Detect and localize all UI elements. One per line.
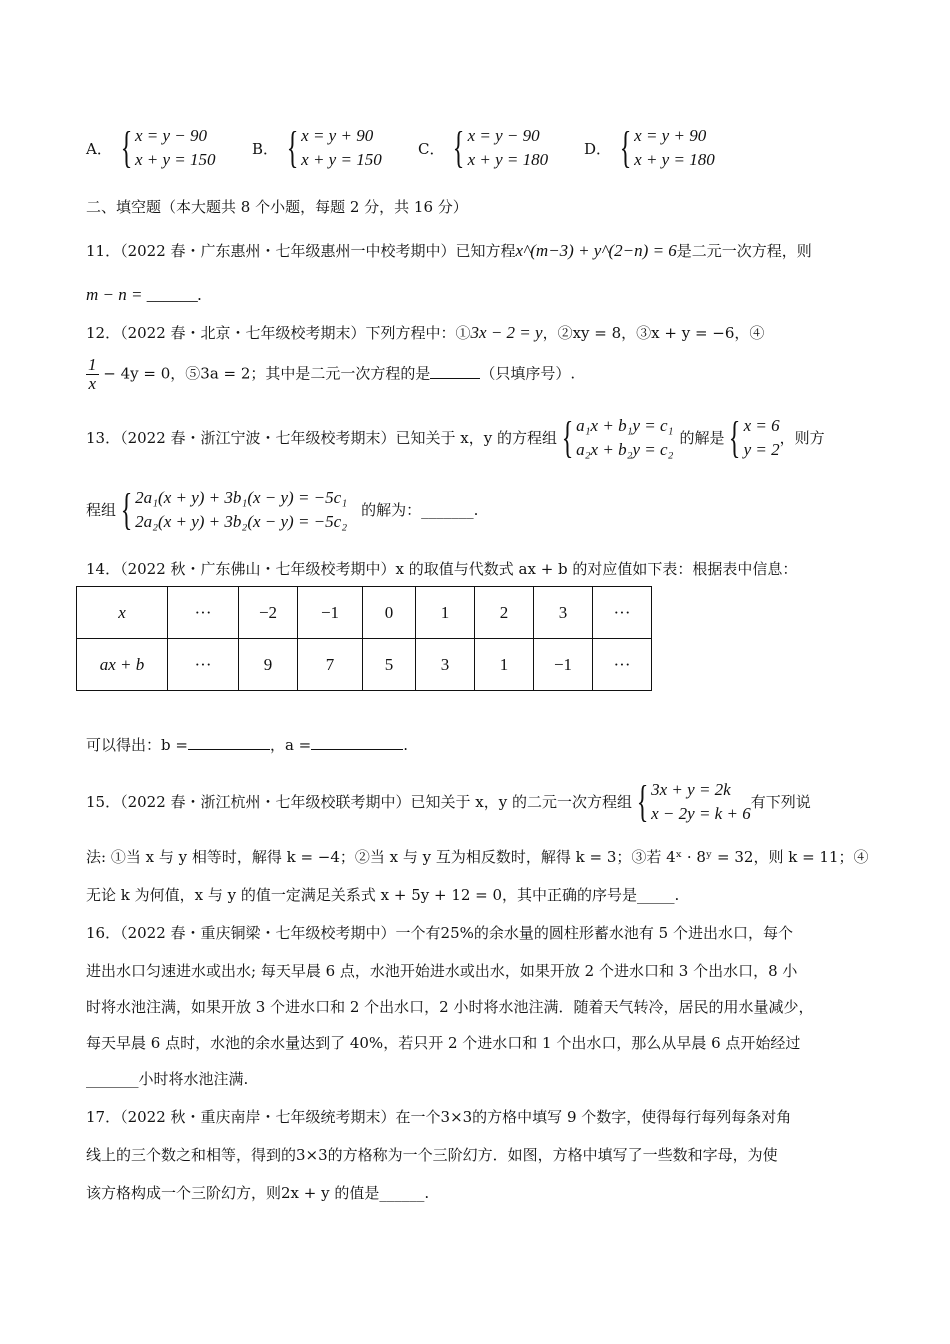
table-cell: 3 <box>534 587 593 639</box>
equation: 2a₁(x + y) + 3b₁(x − y) = −5c₁ <box>135 488 348 507</box>
table-cell: ··· <box>593 587 652 639</box>
answer-blank[interactable] <box>430 364 480 379</box>
equation: x = y − 90 <box>134 126 208 145</box>
equation: x = y + 90 <box>634 126 707 145</box>
equation: x = y − 90 <box>467 126 540 145</box>
table-cell: 1 <box>416 587 475 639</box>
equation: x − 2y = k + 6 <box>651 804 751 823</box>
period: . <box>403 736 409 754</box>
option-b: B． { x = y + 90 x + y = 150 <box>252 123 382 172</box>
table-cell: 5 <box>363 639 416 691</box>
equation: x + y = 150 <box>134 150 216 169</box>
table-cell: 1 <box>475 639 534 691</box>
question-11 <box>86 240 812 262</box>
q13-line2: 程组 { 2a₁(x + y) + 3b₁(x − y) = −5c₁ 2a₂(x + y) + 3b₂(x − y) = −5c₂ 的解为：_______. <box>86 485 479 534</box>
q11-suffix: 是二元一次方程，则 <box>676 242 812 260</box>
q12-line2 <box>86 356 575 393</box>
equation: x + y = 180 <box>634 150 715 169</box>
equation: x + y = 150 <box>301 150 382 169</box>
option-a: A． { x = y − 90 x + y = 150 <box>86 123 216 172</box>
table-cell: −2 <box>239 587 298 639</box>
table-cell: 3 <box>416 639 475 691</box>
question-13: 13．（2022 春・浙江宁波・七年级校考期末）已知关于 x，y 的方程组 { a₁x + b₁y = c₁ a₂x + b₂y = c₂ 的解是 { x = 6 y = 2 ，则方 <box>86 413 825 462</box>
question-14: 14．（2022 秋・广东佛山・七年级校考期中）x 的取值与代数式 ax + b 的对应值如下表：根据表中信息： <box>86 560 798 578</box>
table-cell: x <box>77 587 168 639</box>
answer-blank-b[interactable] <box>188 735 270 750</box>
equation: 3x + y = 2k <box>651 780 731 799</box>
option-label: C． <box>418 139 445 158</box>
q13-line2a: 程组 <box>86 501 117 519</box>
q16-line2: 进出水口匀速进水或出水; 每天早晨 6 点，水池开始进水或出水，如果开放 2 个进水口和 3 个出水口，8 小 <box>86 962 798 980</box>
question-16: 16．（2022 春・重庆铜梁・七年级校考期中）一个有25%的余水量的圆柱形蓄水池有 5 个进出水口，每个 <box>86 924 793 942</box>
q16-line3: 时将水池注满，如果开放 3 个进水口和 2 个出水口，2 小时将水池注满．随着天气转冷，居民的用水量减少， <box>86 998 814 1016</box>
table-cell: 9 <box>239 639 298 691</box>
q17-line3: 该方格构成一个三阶幻方，则2x + y 的值是______. <box>86 1184 430 1202</box>
q16-line5: _______小时将水池注满. <box>86 1070 249 1088</box>
table-cell: −1 <box>298 587 363 639</box>
q14-a-label: ，a = <box>269 736 312 754</box>
q12-eq1: 3x − 2 = y <box>470 323 543 342</box>
q11-prefix: 11．（2022 春・广东惠州・七年级惠州一中校考期中）已知方程 <box>86 242 516 260</box>
q12-eqs: ，②xy = 8，③x + y = −6，④ <box>542 324 765 342</box>
question-17: 17．（2022 秋・重庆南岸・七年级统考期末）在一个3×3的方格中填写 9 个数字，使得每行每列每条对角 <box>86 1108 792 1126</box>
q15-suffix: 有下列说 <box>750 793 811 811</box>
section-heading: 二、填空题（本大题共 8 个小题，每题 2 分，共 16 分） <box>86 198 468 216</box>
option-label: B． <box>252 139 279 158</box>
equation: x = 6 <box>743 416 780 435</box>
equation: x = y + 90 <box>301 126 374 145</box>
q13-mid: 的解是 <box>679 429 725 447</box>
q16-line4: 每天早晨 6 点时，水池的余水量达到了 40%，若只开 2 个进水口和 1 个出水口，那么从早晨 6 点开始经过 <box>86 1034 801 1052</box>
answer-blank-a[interactable] <box>311 735 403 750</box>
table-cell: −1 <box>534 639 593 691</box>
option-label: A． <box>86 139 112 158</box>
value-table <box>76 586 652 691</box>
table-cell: ··· <box>593 639 652 691</box>
q13-suffix: ，则方 <box>779 429 825 447</box>
table-cell: 7 <box>298 639 363 691</box>
equation: y = 2 <box>743 440 780 459</box>
option-d: D． { x = y + 90 x + y = 180 <box>584 123 715 172</box>
table-cell: 0 <box>363 587 416 639</box>
q14-answer-line <box>86 734 408 756</box>
table-row <box>77 587 652 639</box>
question-12 <box>86 322 764 344</box>
equation: x + y = 180 <box>467 150 549 169</box>
q12-line2b: （只填序号）. <box>480 364 576 383</box>
q17-line2: 线上的三个数之和相等，得到的3×3的方格称为一个三阶幻方．如图，方格中填写了一些数和字母，为使 <box>86 1146 778 1164</box>
equation: a₁x + b₁y = c₁ <box>576 416 674 435</box>
q13-line2b: 的解为：_______. <box>361 501 479 519</box>
equation: 2a₂(x + y) + 3b₂(x − y) = −5c₂ <box>135 512 348 531</box>
table-cell: ··· <box>168 587 239 639</box>
q14-b-label: 可以得出：b = <box>86 736 188 754</box>
q15-line3: 无论 k 为何值，x 与 y 的值一定满足关系式 x + 5y + 12 = 0，其中正确的序号是_____. <box>86 886 680 904</box>
q12-prefix: 12．（2022 春・北京・七年级校考期末）下列方程中：① <box>86 324 471 342</box>
table-cell: 2 <box>475 587 534 639</box>
option-c: C． { x = y − 90 x + y = 180 <box>418 123 549 172</box>
question-15: 15．（2022 春・浙江杭州・七年级校联考期中）已知关于 x，y 的二元一次方程组 { 3x + y = 2k x − 2y = k + 6 有下列说 <box>86 777 811 826</box>
q12-line2a: − 4y = 0，⑤3a = 2；其中是二元一次方程的是 <box>103 364 431 383</box>
q11-answer-line: m − n = ______. <box>86 285 202 304</box>
table-row <box>77 639 652 691</box>
q15-prefix: 15．（2022 春・浙江杭州・七年级校联考期中）已知关于 x，y 的二元一次方程组 <box>86 793 633 811</box>
table-cell: ··· <box>168 639 239 691</box>
q13-prefix: 13．（2022 春・浙江宁波・七年级校考期末）已知关于 x，y 的方程组 <box>86 429 558 447</box>
table-cell: ax + b <box>77 639 168 691</box>
option-label: D． <box>584 139 612 158</box>
equation: a₂x + b₂y = c₂ <box>576 440 674 459</box>
fraction-1-over-x: $\frac{1}{x}$ <box>88 355 97 393</box>
q15-line2: 法: ①当 x 与 y 相等时，解得 k = −4；②当 x 与 y 互为相反数时，解得 k = 3；③若 4ˣ · 8ʸ = 32，则 k = 11；④ <box>86 848 869 866</box>
q11-equation: x^(m−3) + y^(2−n) = 6 <box>515 241 677 260</box>
